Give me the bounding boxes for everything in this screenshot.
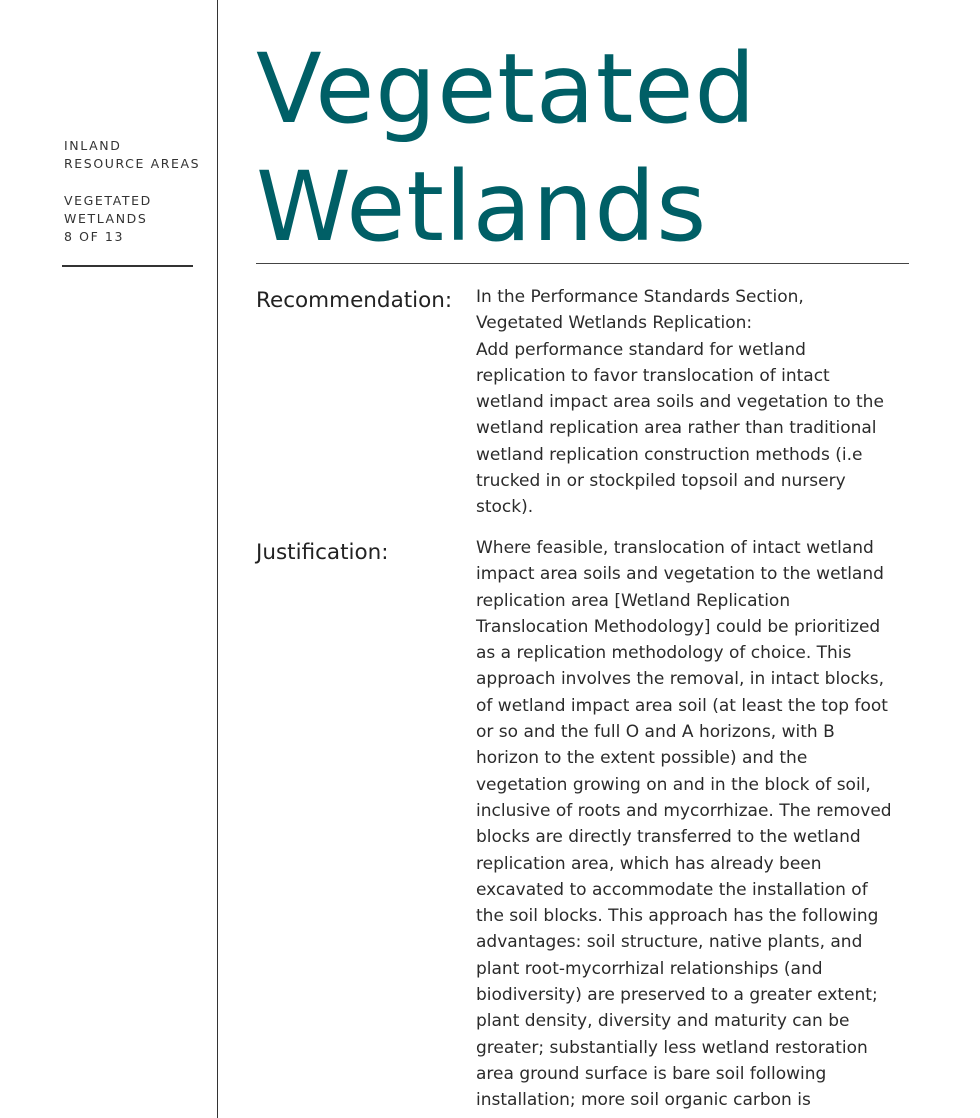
justification-line: inclusive of roots and mycorrhizae. The removed [476, 800, 892, 821]
sidebar-topic-label [64, 192, 152, 246]
sidebar-section-line: INLAND [64, 138, 122, 153]
justification-line: of wetland impact area soil (at least the top foot [476, 695, 888, 716]
sidebar [0, 0, 218, 1118]
sidebar-section-line: RESOURCE AREAS [64, 156, 201, 171]
page-title-line: Wetlands [256, 151, 708, 263]
justification-line: biodiversity) are preserved to a greater extent; [476, 985, 878, 1006]
justification-line: or so and the full O and A horizons, with B [476, 722, 835, 743]
recommendation-line: Add performance standard for wetland [476, 339, 806, 360]
justification-line: replication area [Wetland Replication [476, 590, 791, 611]
justification-line: as a replication methodology of choice. This [476, 643, 852, 664]
sidebar-topic-line: WETLANDS [64, 211, 148, 226]
justification-label: Justification: [256, 540, 389, 565]
recommendation-line: replication to favor translocation of intact [476, 365, 830, 386]
justification-line: the soil blocks. This approach has the following [476, 906, 879, 927]
justification-line: advantages: soil structure, native plants, and [476, 932, 863, 953]
recommendation-line: stock). [476, 497, 534, 518]
justification-line: Where feasible, translocation of intact wetland [476, 538, 874, 558]
recommendation-line: wetland replication construction methods (i.e [476, 444, 863, 465]
title-divider [256, 263, 909, 264]
sidebar-page-counter: 8 OF 13 [64, 229, 125, 244]
justification-line: impact area soils and vegetation to the wetland [476, 564, 884, 585]
justification-line: Translocation Methodology] could be prioritized [476, 616, 881, 637]
justification-line: horizon to the extent possible) and the [476, 748, 808, 769]
page-title-line: Vegetated [256, 33, 757, 145]
recommendation-line: wetland impact area soils and vegetation to the [476, 392, 884, 413]
justification-line: greater; substantially less wetland restoration [476, 1037, 868, 1058]
justification-line: area ground surface is bare soil following [476, 1063, 827, 1084]
justification-line: blocks are directly transferred to the wetland [476, 827, 861, 848]
justification-text [476, 535, 916, 1114]
justification-line: plant root-mycorrhizal relationships (and [476, 958, 823, 979]
recommendation-line: Vegetated Wetlands Replication: [476, 313, 753, 334]
vertical-divider [217, 0, 218, 1118]
justification-line: excavated to accommodate the installation of [476, 879, 868, 900]
sidebar-topic-line: VEGETATED [64, 193, 152, 208]
sidebar-section-label [64, 137, 200, 173]
recommendation-text [476, 284, 916, 521]
page-title [256, 30, 756, 266]
justification-line: approach involves the removal, in intact blocks, [476, 669, 885, 690]
sidebar-divider [62, 265, 193, 267]
justification-line: installation; more soil organic carbon is [476, 1090, 811, 1111]
recommendation-line: trucked in or stockpiled topsoil and nursery [476, 471, 846, 492]
justification-line: vegetation growing on and in the block of soil, [476, 774, 871, 795]
recommendation-line: wetland replication area rather than traditional [476, 418, 877, 439]
recommendation-line: In the Performance Standards Section, [476, 287, 804, 307]
recommendation-label: Recommendation: [256, 288, 453, 313]
justification-line: replication area, which has already been [476, 853, 822, 874]
justification-line: plant density, diversity and maturity can be [476, 1011, 850, 1032]
